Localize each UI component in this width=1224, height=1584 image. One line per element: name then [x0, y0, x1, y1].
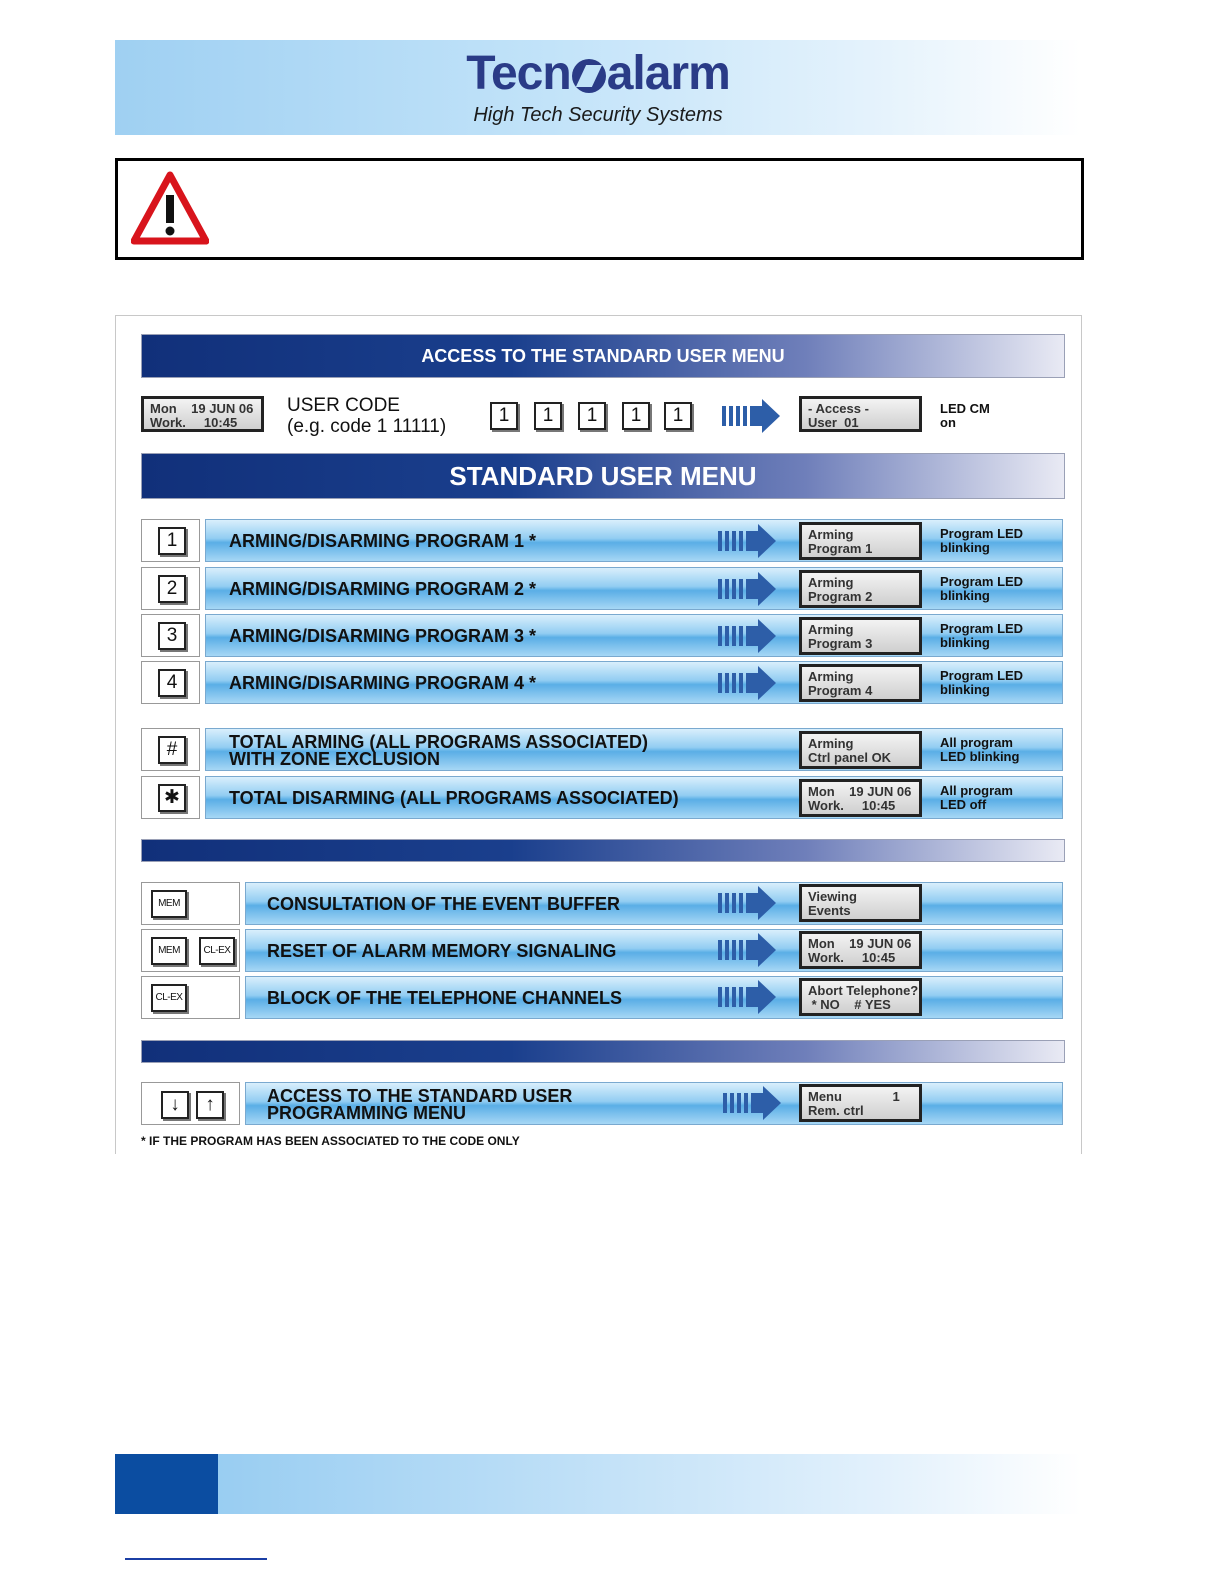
footnote: * IF THE PROGRAM HAS BEEN ASSOCIATED TO THE CODE ONLY: [141, 1134, 520, 1148]
user-menu-diagram: [115, 315, 1082, 1154]
code-key-1[interactable]: 1: [490, 402, 518, 430]
block-telephone-display: Abort Telephone? * NO # YES: [799, 978, 922, 1016]
total-disarming-label: TOTAL DISARMING (ALL PROGRAMS ASSOCIATED): [229, 788, 679, 808]
program-1-display: Arming Program 1: [799, 522, 922, 560]
tagline: High Tech Security Systems: [473, 104, 723, 126]
arrow-down-key[interactable]: ↓: [161, 1091, 189, 1119]
program-2-led: Program LED blinking: [940, 574, 1024, 603]
programming-menu-label: ACCESS TO THE STANDARD USER PROGRAMMING MENU: [267, 1086, 573, 1123]
led-cm-status: LED CM on: [940, 401, 990, 430]
arrow-right-icon: [720, 398, 782, 434]
event-buffer-display: Viewing Events: [799, 884, 922, 922]
logo-o-icon: [572, 59, 606, 93]
key-cell: [141, 728, 200, 771]
programming-menu-display: Menu 1 Rem. ctrl: [799, 1084, 922, 1122]
program-3-label: ARMING/DISARMING PROGRAM 3 *: [229, 626, 537, 646]
footer-rule: [125, 1558, 267, 1560]
arrow-right-icon: [716, 571, 778, 607]
mem-key[interactable]: MEM: [151, 890, 187, 918]
access-display: - Access - User 01: [799, 396, 922, 432]
key-cell: [141, 661, 200, 704]
code-key-3[interactable]: 1: [578, 402, 606, 430]
program-2-key[interactable]: 2: [158, 575, 186, 603]
total-disarming-display: Mon 19 JUN 06 Work. 10:45: [799, 779, 922, 817]
hash-key[interactable]: #: [158, 736, 186, 764]
key-cell: [141, 567, 200, 610]
key-cell: [141, 929, 240, 972]
user-code-label: [287, 395, 446, 437]
program-4-key[interactable]: 4: [158, 669, 186, 697]
section-divider: [141, 839, 1065, 862]
key-cell: [141, 776, 200, 819]
header-banner: [115, 40, 1081, 135]
block-telephone-label: BLOCK OF THE TELEPHONE CHANNELS: [267, 988, 623, 1008]
program-1-led: Program LED blinking: [940, 526, 1024, 555]
program-1-label: ARMING/DISARMING PROGRAM 1 *: [229, 531, 537, 551]
total-arming-led: All program LED blinking: [940, 735, 1020, 764]
cl-ex-key[interactable]: CL-EX: [199, 937, 235, 965]
arrow-right-icon: [721, 1085, 783, 1121]
arrow-right-icon: [716, 665, 778, 701]
idle-display: Mon 19 JUN 06 Work. 10:45: [141, 396, 264, 432]
star-key[interactable]: ✱: [158, 784, 186, 812]
reset-memory-display: Mon 19 JUN 06 Work. 10:45: [799, 931, 922, 969]
key-cell: [141, 1082, 240, 1125]
arrow-right-icon: [716, 618, 778, 654]
arrow-right-icon: [716, 523, 778, 559]
section-divider: [141, 1040, 1065, 1063]
warning-icon: [131, 171, 209, 245]
arrow-right-icon: [716, 932, 778, 968]
program-4-label: ARMING/DISARMING PROGRAM 4 *: [229, 673, 537, 693]
program-4-display: Arming Program 4: [799, 664, 922, 702]
total-arming-display: Arming Ctrl panel OK: [799, 731, 922, 769]
mem-key[interactable]: MEM: [151, 937, 187, 965]
code-key-5[interactable]: 1: [664, 402, 692, 430]
arrow-right-icon: [716, 885, 778, 921]
program-3-key[interactable]: 3: [158, 622, 186, 650]
key-cell: [141, 519, 200, 562]
footer-page-block: [115, 1454, 218, 1514]
program-1-key[interactable]: 1: [158, 527, 186, 555]
total-disarming-led: All program LED off: [940, 783, 1013, 812]
arrow-up-key[interactable]: ↑: [196, 1091, 224, 1119]
code-key-2[interactable]: 1: [534, 402, 562, 430]
code-key-4[interactable]: 1: [622, 402, 650, 430]
total-arming-label: TOTAL ARMING (ALL PROGRAMS ASSOCIATED) WITH ZONE EXCLUSION: [229, 732, 648, 769]
warning-box: [115, 158, 1084, 260]
standard-menu-title: STANDARD USER MENU: [141, 453, 1065, 499]
cl-ex-key[interactable]: CL-EX: [151, 984, 187, 1012]
program-2-label: ARMING/DISARMING PROGRAM 2 *: [229, 579, 537, 599]
program-3-led: Program LED blinking: [940, 621, 1024, 650]
key-cell: [141, 976, 240, 1019]
user-code-example: (e.g. code 1 11111): [287, 416, 447, 437]
key-cell: [141, 614, 200, 657]
program-2-display: Arming Program 2: [799, 570, 922, 608]
user-code-title: USER CODE: [287, 395, 400, 416]
event-buffer-label: CONSULTATION OF THE EVENT BUFFER: [267, 894, 620, 914]
arrow-right-icon: [716, 979, 778, 1015]
program-3-display: Arming Program 3: [799, 617, 922, 655]
brand-logo: Tecn alarm: [466, 47, 730, 100]
access-menu-title: ACCESS TO THE STANDARD USER MENU: [141, 334, 1065, 378]
program-4-led: Program LED blinking: [940, 668, 1024, 697]
reset-memory-label: RESET OF ALARM MEMORY SIGNALING: [267, 941, 617, 961]
footer-banner: [115, 1454, 1081, 1514]
key-cell: [141, 882, 240, 925]
